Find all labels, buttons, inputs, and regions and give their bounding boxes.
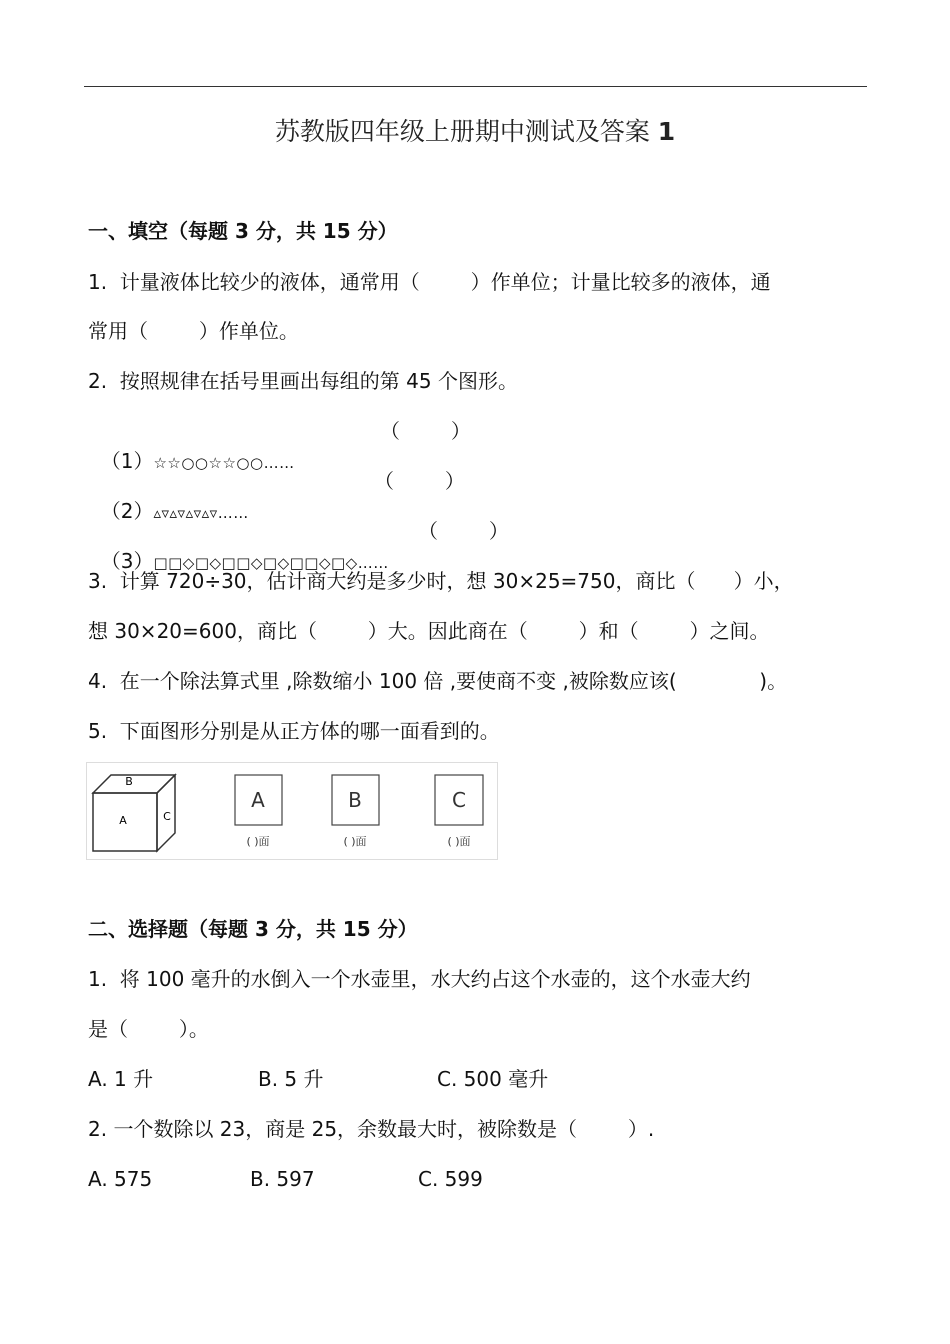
star-circle-sequence: ☆☆○○☆☆○○…… <box>153 454 295 472</box>
s1-q1-line1: 1. 计量液体比较少的液体，通常用（ ）作单位；计量比较多的液体，通 <box>88 270 771 294</box>
section1-header: 一、填空（每题 3 分，共 15 分） <box>88 219 398 243</box>
s1-q3-line2: 想 30×20=600，商比（ ）大。因此商在（ ）和（ ）之间。 <box>88 619 770 643</box>
s2-q1-option-b: B. 5 升 <box>258 1067 324 1091</box>
cube-views-figure <box>86 762 498 860</box>
item-label: （1） <box>100 449 154 473</box>
cube-top-face <box>93 775 175 793</box>
item-label: （2） <box>100 499 154 523</box>
s2-q1-line2: 是（ ）。 <box>88 1017 209 1041</box>
square-diamond-sequence: □□◇□◇□□◇□◇□□◇□◇…… <box>153 554 389 572</box>
page-title <box>0 112 950 148</box>
s2-q1-option-c: C. 500 毫升 <box>437 1067 549 1091</box>
section2-header: 二、选择题（每题 3 分，共 15 分） <box>88 917 418 941</box>
view-caption-a: ( )面 <box>246 835 270 848</box>
title-text: 苏教版四年级上册期中测试及答案 <box>274 117 650 146</box>
header-rule <box>84 86 867 87</box>
s1-q2-item2-blank: （ ） <box>374 469 465 493</box>
s1-q1-line2: 常用（ ）作单位。 <box>88 319 299 343</box>
view-caption-c: ( )面 <box>447 835 471 848</box>
cube-label-front: A <box>119 814 127 827</box>
item-label: （3） <box>100 549 154 573</box>
s1-q5: 5. 下面图形分别是从正方体的哪一面看到的。 <box>88 719 500 743</box>
view-label-a: A <box>251 788 265 812</box>
view-caption-b: ( )面 <box>343 835 367 848</box>
cube-label-side: C <box>163 810 171 823</box>
view-label-b: B <box>348 788 362 812</box>
s1-q4: 4. 在一个除法算式里 ,除数缩小 100 倍 ,要使商不变 ,被除数应该( )。 <box>88 669 788 693</box>
view-label-c: C <box>452 788 466 812</box>
triangle-sequence: ▵▿▵▿▵▿▵▿…… <box>153 504 249 522</box>
cube-label-top: B <box>125 775 133 788</box>
s2-q1-option-a: A. 1 升 <box>88 1067 154 1091</box>
s1-q2: 2. 按照规律在括号里画出每组的第 45 个图形。 <box>88 369 518 393</box>
s2-q2-option-a: A. 575 <box>88 1167 153 1191</box>
s2-q1-line1: 1. 将 100 毫升的水倒入一个水壶里，水大约占这个水壶的，这个水壶大约 <box>88 967 751 991</box>
title-number: 1 <box>657 117 676 146</box>
s1-q3-line1: 3. 计算 720÷30，估计商大约是多少时，想 30×25=750，商比（ ）小， <box>88 569 794 593</box>
s2-q2: 2. 一个数除以 23，商是 25，余数最大时，被除数是（ ）. <box>88 1117 655 1141</box>
cube-views-svg <box>87 763 497 859</box>
s1-q2-item3-blank: （ ） <box>418 519 509 543</box>
s2-q2-option-c: C. 599 <box>418 1167 483 1191</box>
s1-q2-item1-blank: （ ） <box>380 419 471 443</box>
s2-q2-option-b: B. 597 <box>250 1167 315 1191</box>
